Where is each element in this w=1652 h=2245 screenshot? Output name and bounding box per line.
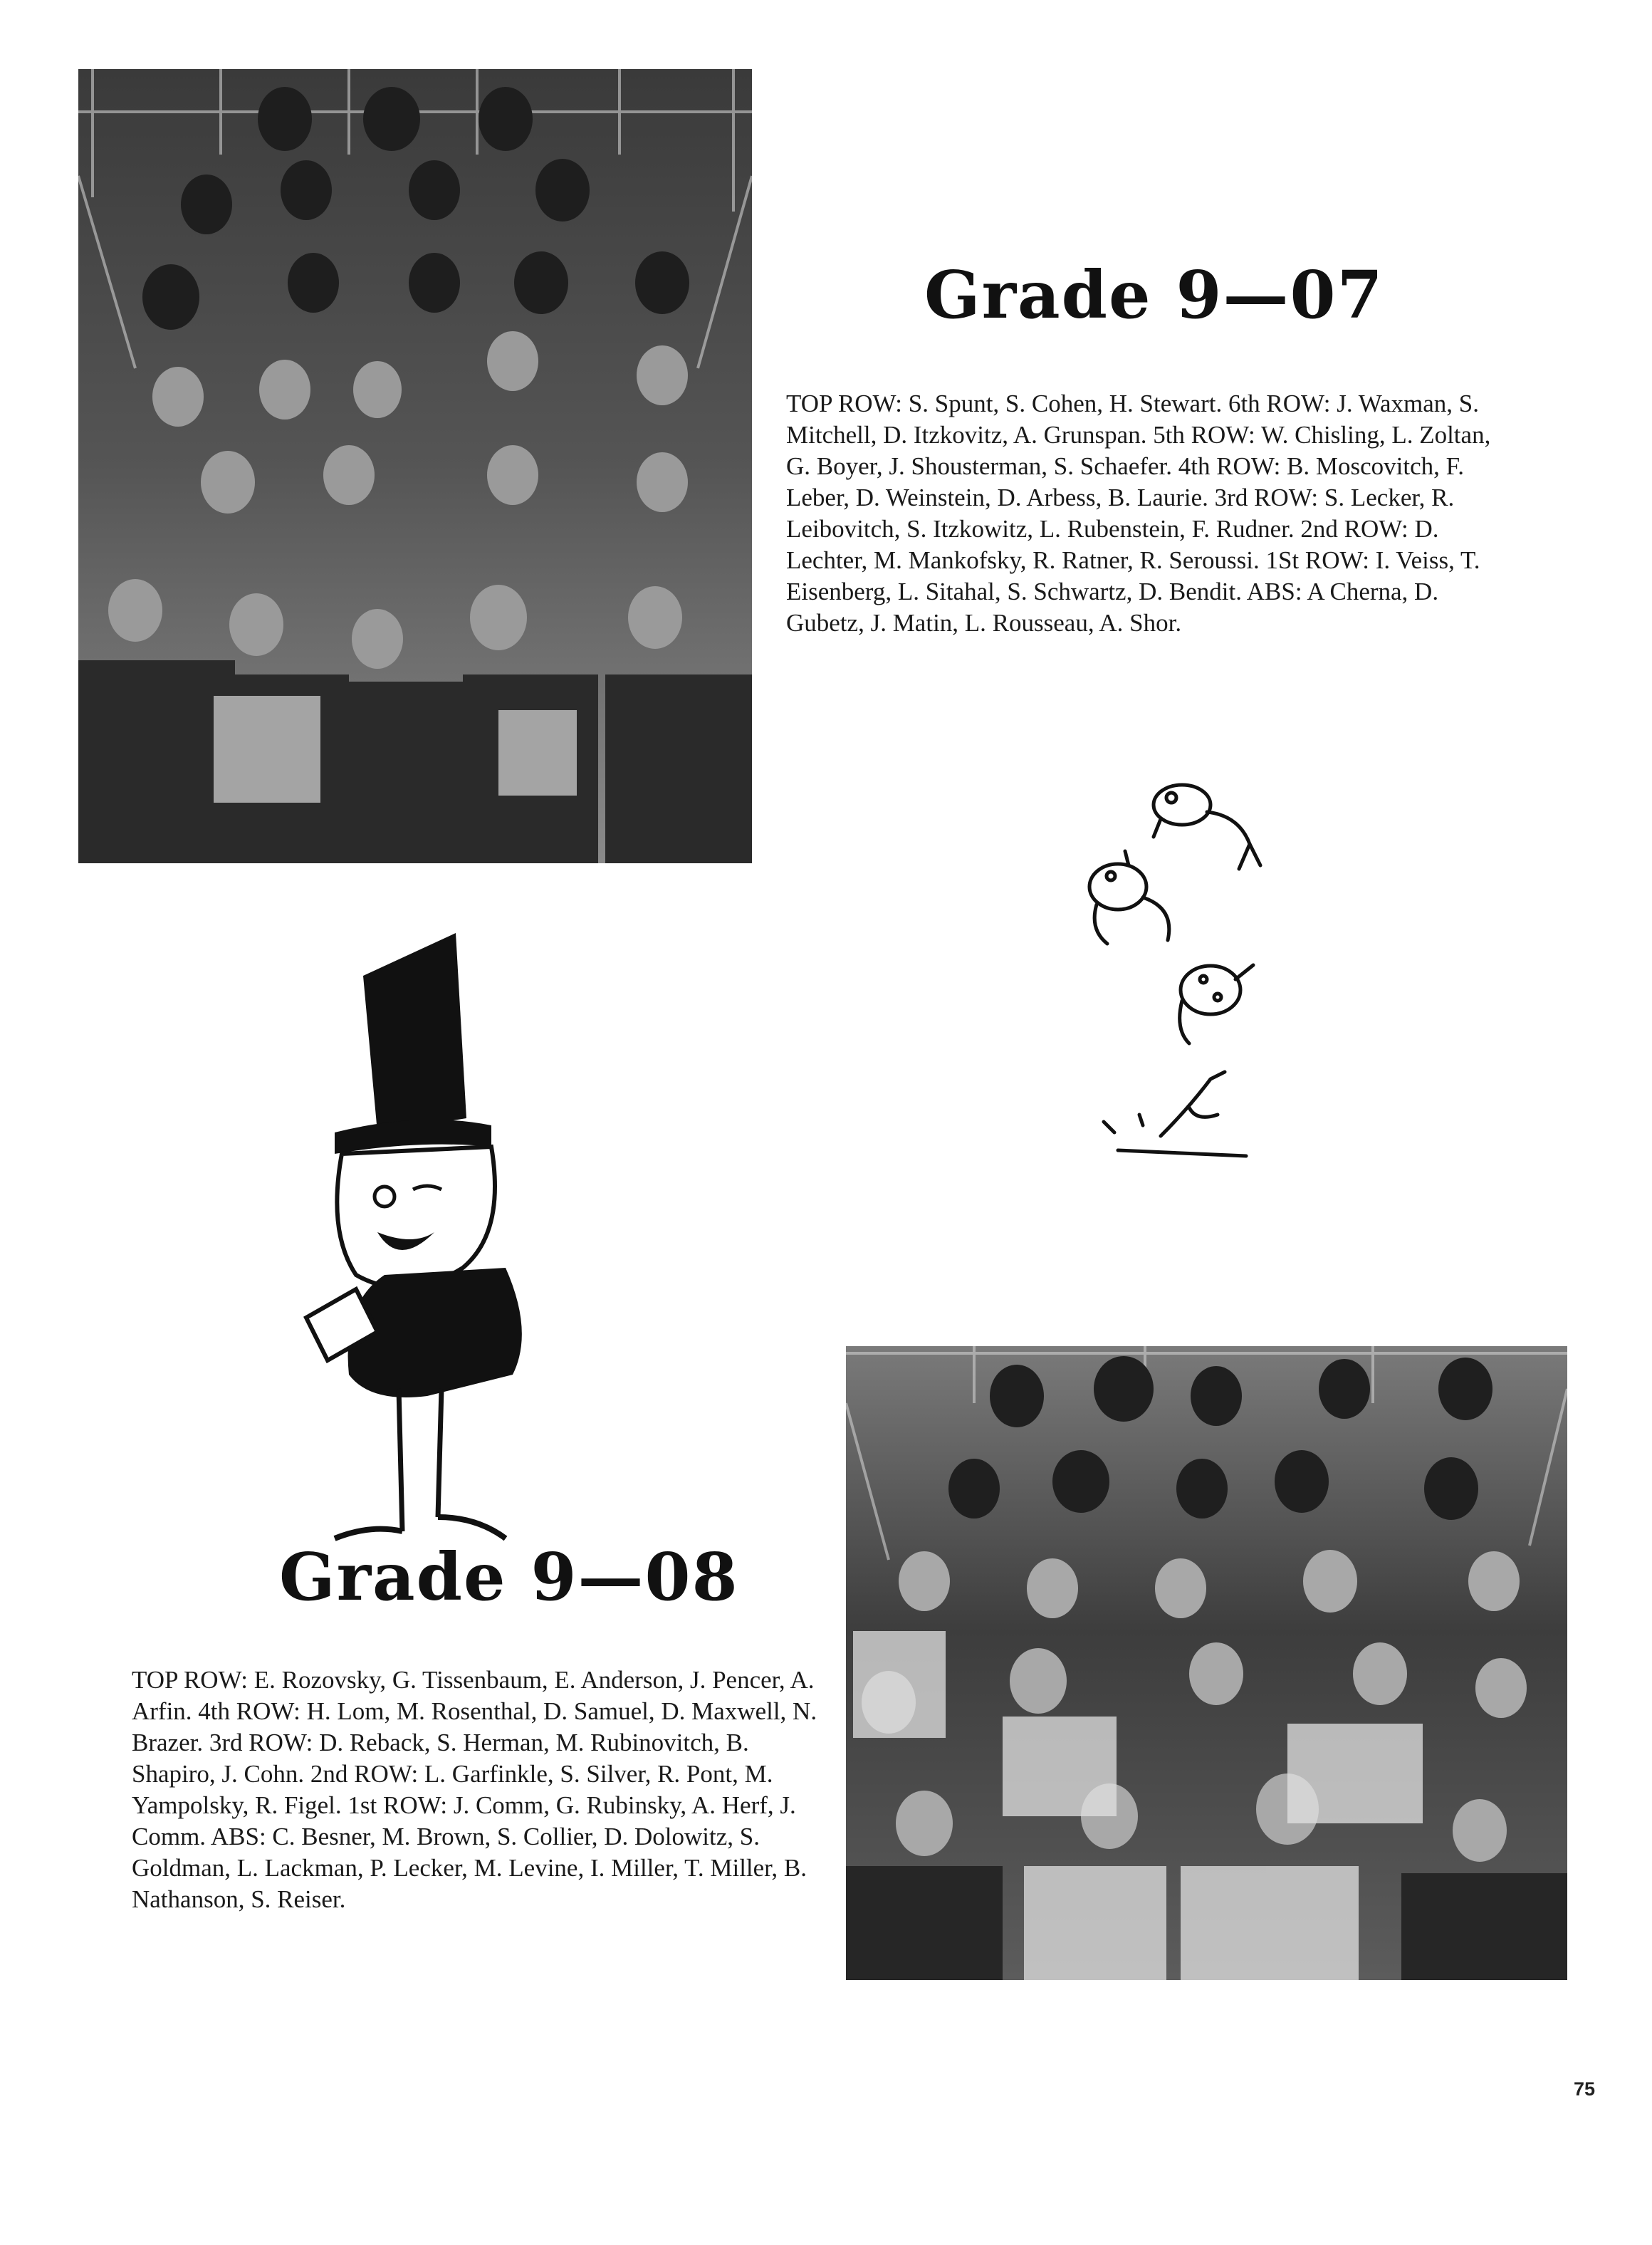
class-photo-grade-9-08 (846, 1346, 1567, 1980)
top-hat-mascot-illustration (278, 933, 555, 1553)
top-hat-mascot-icon (278, 933, 555, 1553)
class-photo-grade-9-07-image (78, 69, 752, 863)
section-heading-grade-9-07: Grade 9—07 (924, 256, 1384, 333)
page-number: 75 (1574, 2078, 1596, 2100)
frogs-illustration (1075, 766, 1296, 1165)
caption-grade-9-08: TOP ROW: E. Rozovsky, G. Tissenbaum, E. Anderson, J. Pencer, A. Arfin. 4th ROW: H. Lom, M. Rosenthal, D. Samuel, D. Maxwell, N. Brazer. 3rd ROW: D. Reback, S. Herman, M. Rubinovitch, B. Shapiro, J. Cohn. 2nd ROW: L. Garfinkle, S. Silver, R. Pont, M. Yampolsky, R. Figel. 1st ROW: J. Comm, G. Rubinsky, A. Herf, J. Comm. ABS: C. Besner, M. Brown, S. Collier, D. Dolowitz, S. Goldman, L. Lackman, P. Lecker, M. Levine, I. Miller, T. Miller, B. Nathanson, S. Reiser. (132, 1666, 817, 1913)
frogs-icon (1075, 766, 1296, 1165)
caption-grade-9-07: TOP ROW: S. Spunt, S. Cohen, H. Stewart. 6th ROW: J. Waxman, S. Mitchell, D. Itzkovitz, A. Grunspan. 5th ROW: W. Chisling, L. Zoltan, G. Boyer, J. Shousterman, S. Schaefer. 4th ROW: B. Moscovitch, F. Leber, D. Weinstein, D. Arbess, B. Laurie. 3rd ROW: S. Lecker, R. Leibovitch, S. Itzkowitz, L. Rubenstein, F. Rudner. 2nd ROW: D. Lechter, M. Mankofsky, R. Ratner, R. Seroussi. 1St ROW: I. Veiss, T. Eisenberg, L. Sitahal, S. Schwartz, D. Bendit. ABS: A Cherna, D. Gubetz, J. Matin, L. Rousseau, A. Shor. (786, 390, 1491, 637)
class-photo-grade-9-07 (78, 69, 752, 863)
section-heading-grade-9-08: Grade 9—08 (279, 1538, 739, 1615)
class-photo-grade-9-08-image (846, 1346, 1567, 1980)
